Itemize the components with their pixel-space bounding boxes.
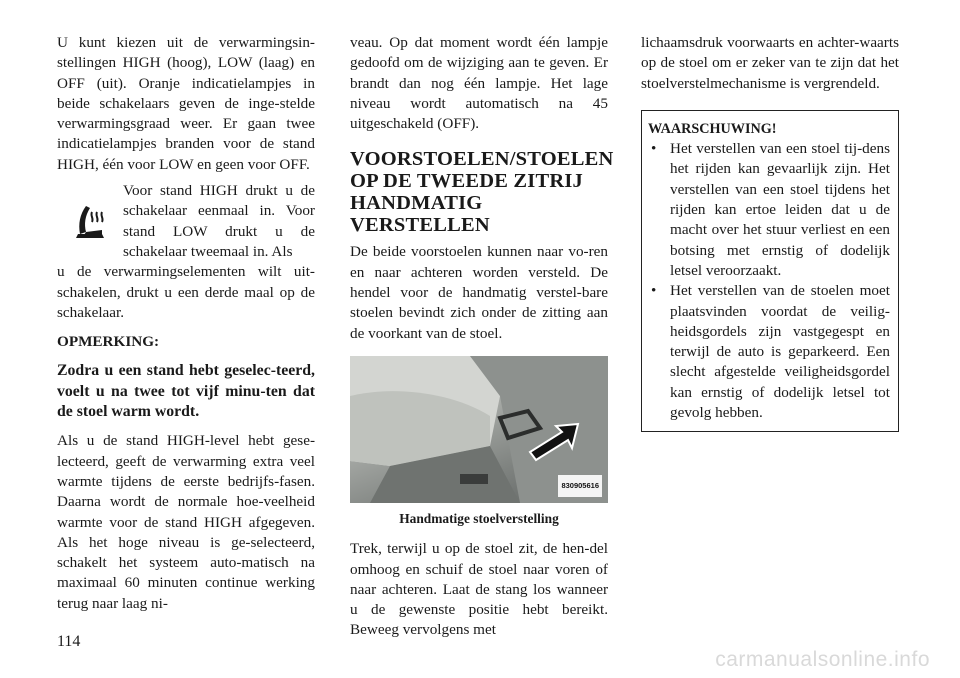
- column-left: [57, 33, 315, 614]
- column-middle: [350, 33, 614, 641]
- warning-box: [641, 110, 899, 432]
- image-caption: Handmatige stoelverstelling: [399, 510, 559, 526]
- paragraph-front-seats: De beide voorstoelen kunnen naar vo-ren en naar achteren worden versteld. De hendel voor de handmatig verstel-bare stoelen bevindt zich onder de zitting aan de voorkant van de stoel.: [350, 243, 608, 342]
- warning-item: • Het verstellen van een stoel tij-dens het rijden kan gevaarlijk zijn. Het verstellen van een stoel tijdens het rijden kan ertoe leiden dat u de macht over het stuur verliest en een botsing met ernstig of dodelijk letsel veroorzaakt.: [651, 140, 890, 279]
- warning-list: [648, 139, 890, 423]
- page-number: 114: [57, 633, 81, 650]
- note-text: Zodra u een stand hebt geselec-teerd, voelt u na twee tot vijf minu-ten dat de stoel warm wordt.: [57, 362, 315, 421]
- paragraph-lever-instructions: Trek, terwijl u op de stoel zit, de hen-del omhoog en schuif de stoel naar voren of naar achteren. Laat de stang los wanneer u de gewenste positie hebt bereikt. Beweeg vervolgens met: [350, 540, 608, 639]
- seat-heater-icon: [57, 181, 123, 259]
- watermark: carmanualsonline.info: [715, 648, 930, 671]
- warning-item: • Het verstellen van de stoelen moet plaatsvinden voordat de veilig-heidsgordels zijn vastgegespt en terwijl de auto is geparkeerd. Een slecht afgestelde veiligheidsgordel kan ernstig of dodelijk letsel tot gevolg hebben.: [651, 282, 890, 422]
- paragraph-lock-check: lichaamsdruk voorwaarts en achter-waarts op de stoel om er zeker van te zijn dat het stoelverstelmechanisme is vergrendeld.: [641, 34, 899, 92]
- paragraph-continued: veau. Op dat moment wordt één lampje gedoofd om de wijziging aan te geven. Er brandt dan nog één lampje. Het lage niveau wordt automatisch na 45 uitgeschakeld (OFF).: [350, 34, 608, 133]
- note-label: OPMERKING:: [57, 333, 160, 351]
- warning-title: WAARSCHUWING!: [648, 120, 777, 137]
- column-right: [641, 33, 899, 432]
- seat-adjustment-photo: [350, 356, 608, 503]
- paragraph-heating-settings: U kunt kiezen uit de verwarmingsin-stellingen HIGH (hoog), LOW (laag) en OFF (uit). Oranje indicatielampjes in beide schakelaars geven de inge-stelde verwarmingsgraad weer. Er gaan twee indicatielampjes branden voor de stand HIGH, één voor LOW en geen voor OFF.: [57, 34, 315, 173]
- section-heading: VOORSTOELEN/STOELEN OP DE TWEEDE ZITRIJ HANDMATIG VERSTELLEN: [350, 148, 614, 237]
- paragraph-high-low-part2: u de verwarmingselementen wilt uit-schakelen, drukt u een derde maal op de schakelaar.: [57, 263, 315, 321]
- bullet-icon: •: [651, 282, 657, 300]
- bullet-icon: •: [651, 140, 657, 158]
- image-code: 830905616: [558, 475, 602, 497]
- paragraph-high-low-part1: Voor stand HIGH drukt u de schakelaar eenmaal in. Voor stand LOW drukt u de schakelaar tweemaal in. Als: [123, 182, 315, 260]
- paragraph-high-level: Als u de stand HIGH-level hebt gese-lecteerd, geeft de verwarming extra veel warmte tijdens de eerste bedrijfs-fasen. Daarna wordt de normale hoe-veelheid warmte voor de stand HIGH afgegeven. Als het hoge niveau is ge-selecteerd, schakelt het systeem auto-matisch na maximaal 60 minuten continue werking terug naar laag ni-: [57, 432, 315, 612]
- icon-paragraph: [57, 181, 315, 262]
